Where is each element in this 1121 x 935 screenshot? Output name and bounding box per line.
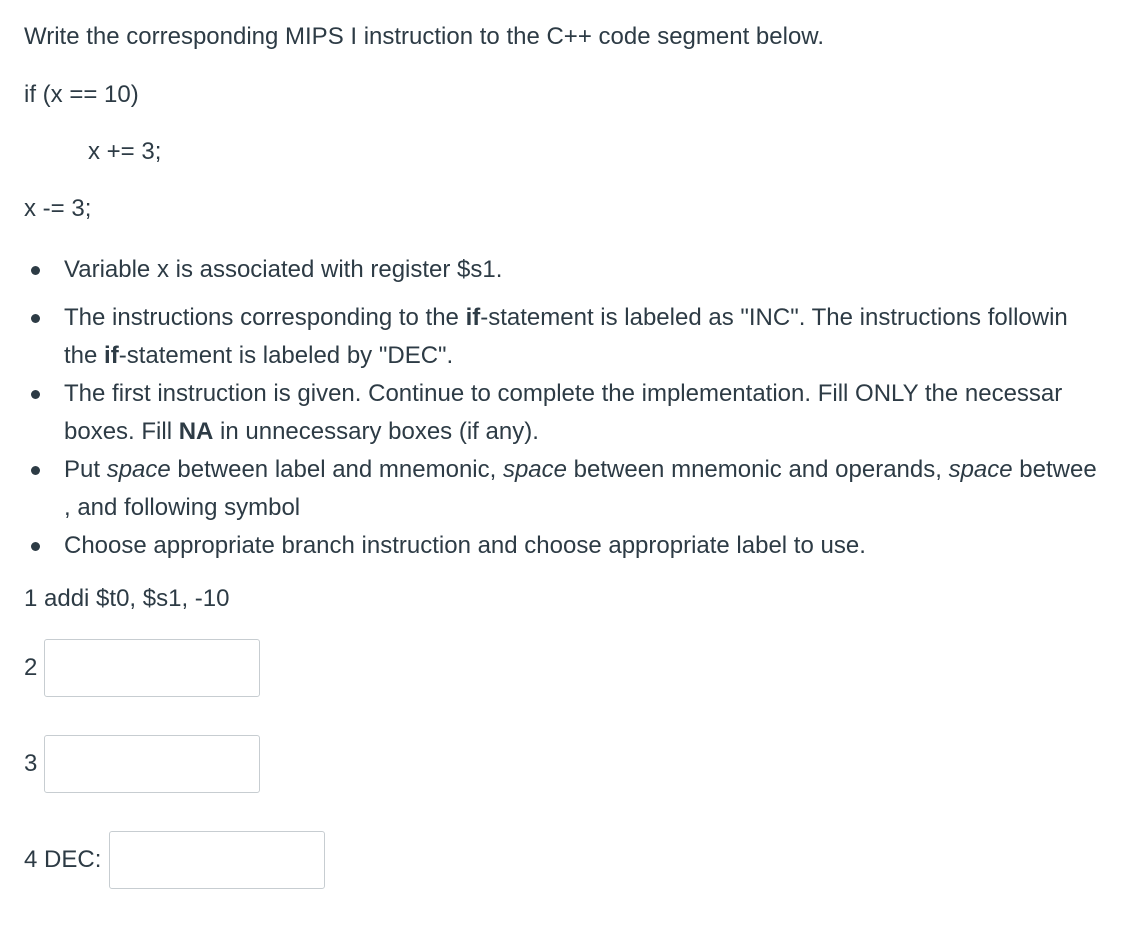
answer-input-line-3[interactable] — [44, 735, 260, 793]
keyword-na: NA — [178, 418, 214, 445]
given-instruction: 1 addi $t0, $s1, -10 — [24, 585, 230, 612]
instruction-text-continued — [64, 337, 1121, 375]
text-segment: in unnecessary boxes (if any). — [213, 418, 539, 445]
answer-row-4 — [24, 831, 325, 889]
text-segment: -statement is labeled as "INC". The instructions followin — [480, 304, 1068, 331]
instruction-text — [64, 299, 1121, 337]
instruction-item — [0, 451, 1121, 527]
instruction-text-continued — [64, 413, 1121, 451]
bullet-dot-icon — [31, 390, 40, 399]
text-segment: boxes. Fill — [64, 418, 179, 445]
instruction-text: Choose appropriate branch instruction and choose appropriate label to use. — [64, 532, 866, 559]
instruction-text: The first instruction is given. Continue to complete the implementation. Fill ONLY the necessar — [64, 380, 1063, 407]
instruction-item — [0, 375, 1121, 451]
bullet-dot-icon — [31, 466, 40, 475]
keyword-if: if — [104, 342, 119, 369]
text-segment: Put — [64, 456, 107, 483]
question-prompt: Write the corresponding MIPS I instruction to the C++ code segment below. — [24, 23, 824, 50]
text-segment: between label and mnemonic, — [170, 456, 503, 483]
instruction-list — [0, 251, 1121, 575]
instruction-item — [0, 251, 1121, 289]
keyword-if: if — [465, 304, 481, 331]
text-segment: betwee — [1012, 456, 1097, 483]
text-segment: between mnemonic and operands, — [567, 456, 949, 483]
instruction-text — [64, 451, 1121, 489]
bullet-dot-icon — [31, 266, 40, 275]
instruction-text-continued: , and following symbol — [64, 494, 301, 521]
answer-line-label: 4 DEC: — [24, 846, 102, 873]
answer-row-3 — [24, 735, 260, 793]
emphasis-space: space — [948, 456, 1013, 483]
answer-input-line-4[interactable] — [109, 831, 325, 889]
instruction-item — [0, 299, 1121, 375]
answer-line-number: 3 — [24, 750, 38, 777]
emphasis-space: space — [502, 456, 567, 483]
text-segment: The instructions corresponding to the — [64, 304, 466, 331]
text-segment: -statement is labeled by "DEC". — [118, 342, 454, 369]
bullet-dot-icon — [31, 542, 40, 551]
answer-line-number: 2 — [24, 654, 38, 681]
bullet-dot-icon — [31, 314, 40, 323]
code-line-2: x += 3; — [88, 138, 162, 165]
text-segment: the — [64, 342, 105, 369]
answer-input-line-2[interactable] — [44, 639, 260, 697]
code-line-3: x -= 3; — [24, 195, 92, 222]
emphasis-space: space — [106, 456, 171, 483]
instruction-text: Variable x is associated with register $s1. — [64, 256, 503, 283]
answer-row-2 — [24, 639, 260, 697]
instruction-item — [0, 527, 1121, 565]
code-line-1: if (x == 10) — [24, 81, 139, 108]
